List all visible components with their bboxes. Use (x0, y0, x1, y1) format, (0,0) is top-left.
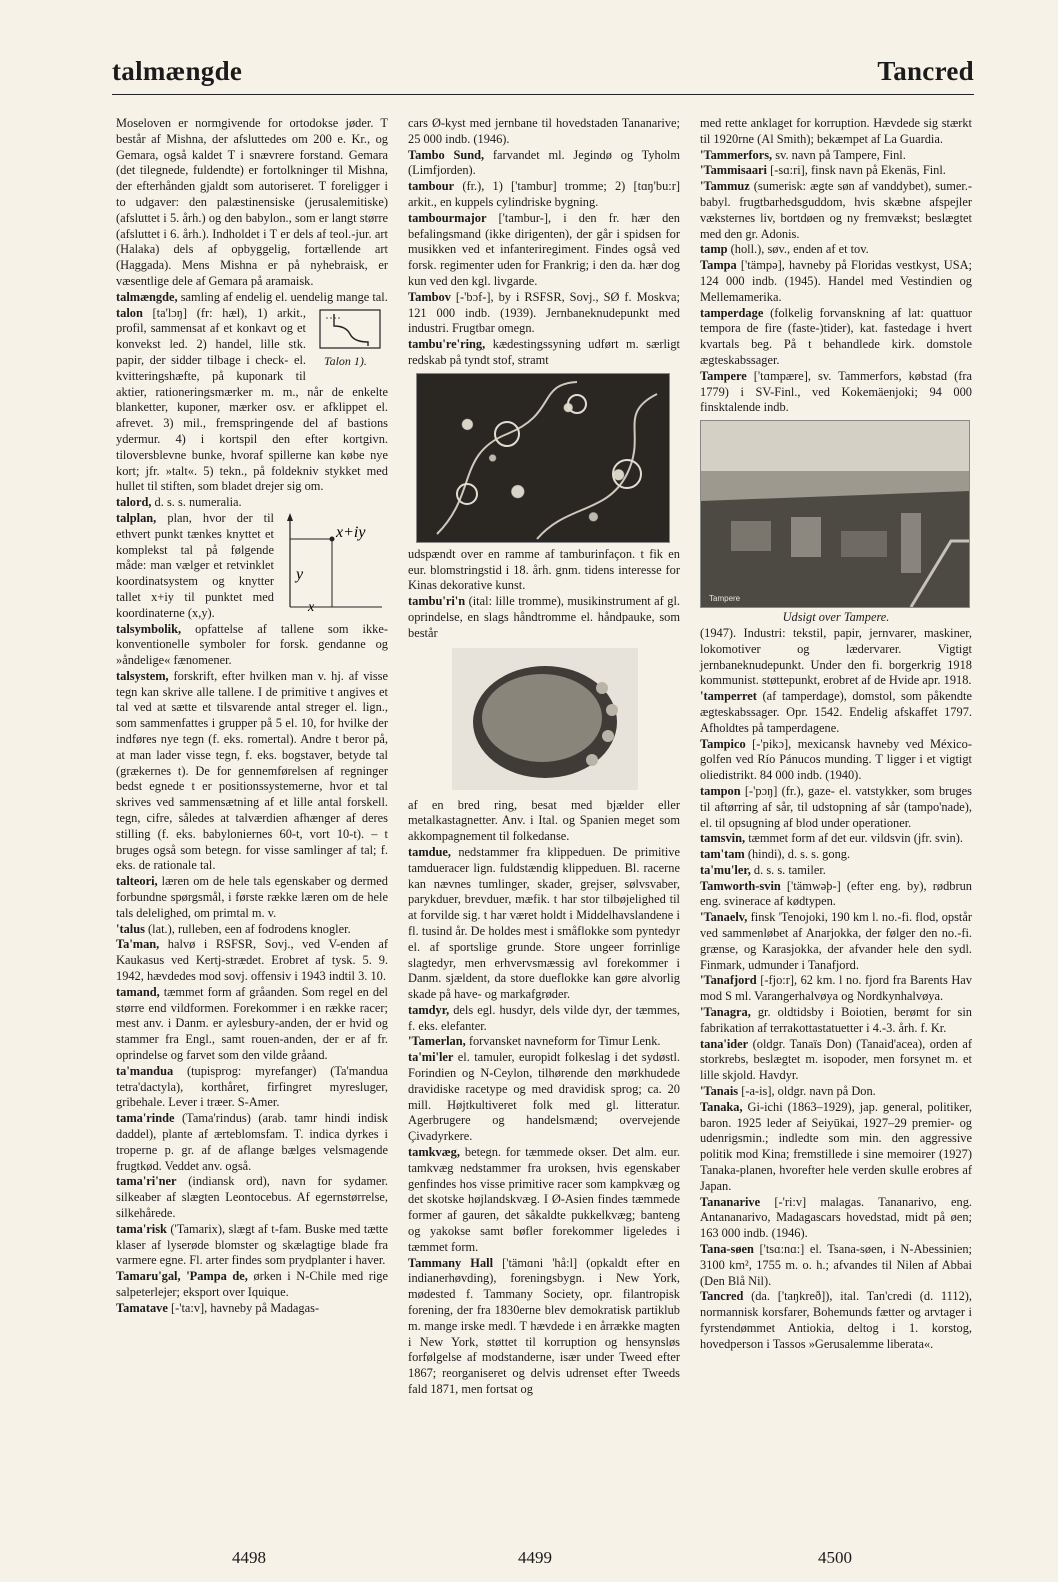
entry-talsystem (116, 669, 388, 874)
definition: dels egl. husdyr, dels vilde dyr, der tæmmes, f. eks. elefanter. (408, 1002, 680, 1033)
entry-tammerfors (700, 148, 972, 164)
page-number-right: 4500 (818, 1548, 852, 1567)
headword: Tampere (700, 368, 747, 383)
headword: talplan, (116, 510, 157, 525)
definition: [-'ri:v] malagas. Tananarivo, eng. Antananarivo, Madagascars hovedstad, midt på øen; 163 000 indb. (1946). (700, 1194, 972, 1241)
definition: (da. ['taŋkreð]), ital. Tan'credi (d. 1112), normannisk korsfarer, Bohemunds fætter og arvtager i fyrstendømmet Antiokia, deltog i 1. korstog, hovedperson i Tassos »Gerusalemme liberata«. (700, 1289, 972, 1351)
entry-tammuz (700, 179, 972, 242)
entry-talon (116, 306, 388, 496)
entry-tamsvin (700, 831, 972, 847)
photo-caption: Udsigt over Tampere. (782, 610, 890, 625)
complex-plane-figure (278, 511, 388, 613)
headword: tama'rinde (116, 1111, 175, 1126)
definition: Gi-ichi (1863–1929), jap. general, politiker, baron. 1925 leder af Seiyūkai, 1927–29 premier- og udenrigsmin.; indledte som min. den aggressive politik mod Kina; fremstillede i sine memoirer (1927) Tanaka-planen, hvorefter hele verden skulle erobres af Japan. (700, 1099, 972, 1193)
definition: [-'ta:v], havneby på Madagas- (167, 1300, 320, 1315)
definition: forskrift, efter hvilken man v. hj. af visse tegn kan skrive alle tallene. I de primitive t angives et tal ved at sætte et tilsvarende antal streger el. lign., som sammenfattes i grupper på 5 el. 10, for hvilke der indføres nye tegn (f. eks. romertal). Andre t beror på, at man lader visse tegn, f. eks. bogstaver, betyde tal (grækernes t). De for gennemførelsen af regninger bedst egnede t er positionssystemerne, hvor et tal skrives ved sammensætning af et lille antal forskell. tegn, cifre, således at talværdien afhænger af deres stilling (f. eks. babyloniernes 60-t, vort 10-t). – t bruges også som betegn. for visse samlinger af tal; f. eks. de rationale tal. (116, 668, 388, 873)
headword: talsystem, (116, 668, 169, 683)
definition: opfattelse af tallene som ikke-konventionelle symboler for forsk. gendanne og »åndelige« fænomener. (116, 621, 388, 668)
definition: ['tambur-], i den fr. hær den befalingsmand (ikke dirigenten), der går i spidsen for musikken ved et infanteriregiment. Findes også ved forsk. regimenter uden for Frankrig; i den da. hær dog kun ved den kgl. livgarde. (408, 210, 680, 288)
headword: Tampico (700, 736, 746, 751)
definition: ('Tamarix), slægt af t-fam. Buske med tætte klaser af lyserøde blomster og skælagtige blade fra varmere egne. Fl. arter findes som prydplanter i haver. (116, 1221, 388, 1268)
entry-tananarive (700, 1195, 972, 1242)
headword: tam'tam (700, 847, 745, 862)
entry-tampico (700, 737, 972, 784)
complex-plane-diagram (278, 511, 388, 613)
definition: samling af endelig el. uendelig mange tal. (177, 289, 388, 304)
headword: tamp (700, 242, 728, 257)
definition: gr. oldtidsby i Boiotien, berømt for sin fabrikation af terrakottastatuetter i 4.-3. årh. f. Kr. (700, 1005, 972, 1035)
headword: 'talus (116, 921, 145, 936)
headword: tampon (700, 783, 741, 798)
definition: [-a-is], oldgr. navn på Don. (738, 1084, 876, 1099)
entry-tambov (408, 290, 680, 337)
definition: tæmmet form af det eur. vildsvin (jfr. svin). (745, 831, 963, 846)
headword: talteori, (116, 874, 158, 889)
entry-tamworth-svin (700, 879, 972, 911)
definition: nedstammer fra klippeduen. De primitive tamdueracer lign. fuldstændig klippeduen. Bl. racerne kan nævnes tumlinger, skader, grejser, sølvsvaber, parykduer, brevduer, mæfik. t har stor tilbøjelighed til at forvilde sig. t har været holdt i Middelhavslandene i fl. tusind år. De holdes mest i småflokke som pyntedyr el. af sportslige grunde. Store ungeer forrinlige slagtedyr, men erhvervsmæssig avl forekommer i Danm. sjældent, da store dueflokke kan gøre alvorlig skade på have- og markafgrøder. (408, 844, 680, 1002)
definition: ['tämpə], havneby på Floridas vestkyst, USA; 124 000 indb. (1945). Handel med Vestindien og Mellemamerika. (700, 258, 972, 304)
entry-tanafjord (700, 973, 972, 1005)
headword: ta'mu'ler, (700, 862, 751, 877)
entry-tambour (408, 179, 680, 211)
entry-tamburering-continued: udspændt over en ramme af tamburinfaçon. t fik en eur. blomstringstid i 18. årh. gnm. tidens interesse for Kinas dekorative kunst. (408, 546, 680, 593)
definition: (af tamperdage), domstol, som påkendte ægteskabssager. Opr. 1542. Endelig afskaffet 1797. Afholdtes på tamperdagene. (700, 689, 972, 735)
definition: (oldgr. Tanaïs Don) (Tanaid'acea), orden af storkrebs, beslægtet m. isopoder, men forsynet m. et lille skjold. Havdyr. (700, 1036, 972, 1083)
header-last-word: Tancred (877, 56, 974, 86)
entry-tamatave (116, 1301, 388, 1317)
headword: 'Tammerfors, (700, 147, 773, 162)
definition: (holl.), søv., enden af et tov. (727, 242, 869, 257)
headword: tamkvæg, (408, 1145, 460, 1160)
headword: 'Tanaelv, (700, 910, 748, 925)
entry-tamtam (700, 847, 972, 863)
entry-tamerlan (408, 1034, 680, 1050)
headword: tamdue, (408, 844, 452, 859)
definition: ['tsɑ:nɑ:] el. Tsana-søen, i N-Abessinien; 3100 km², 1755 m. o. h.; afvandes til Nilen af Abbai (Den Blå Nil). (700, 1242, 972, 1288)
entry-tambo-sund (408, 148, 680, 180)
headword: Tananarive (700, 1194, 761, 1209)
headword: 'Tanagra, (700, 1005, 751, 1020)
column-2 (408, 116, 680, 1398)
headword: tambour (408, 179, 455, 194)
definition: d. s. s. numeralia. (151, 495, 242, 510)
headword: Tambov (408, 289, 451, 304)
definition: (indiansk ord), navn for sydamer. silkeaber af slægten Leontocebus. Af egernstørrelse, silkehårede. (116, 1174, 388, 1220)
entry-tamburin (408, 594, 680, 641)
entry-tamburin-continued: af en bred ring, besat med bjælder eller metalkastagnetter. Anv. i Ital. og Spanien meget som akkompagnement til folkedanse. (408, 797, 680, 844)
headword: Tanaka, (700, 1099, 743, 1114)
talon-profile-drawing (312, 306, 388, 352)
tampere-aerial-view (701, 421, 969, 607)
headword: tamand, (116, 984, 160, 999)
page-footer (0, 1548, 1058, 1572)
entry-tamdyr (408, 1003, 680, 1035)
headword: tambu'ri'n (408, 594, 466, 609)
entry-tanais (700, 1084, 972, 1100)
entry-tampere (700, 369, 972, 416)
entry-tamarugal (116, 1269, 388, 1301)
headword: tamdyr, (408, 1002, 450, 1017)
definition: ørken i N-Chile med rige salpeterlejer; eksport over Iquique. (116, 1269, 388, 1299)
embroidery-photo (416, 373, 670, 543)
headword: talord, (116, 495, 152, 510)
talon-profile-figure (312, 306, 388, 378)
tambourine-photo (452, 648, 638, 790)
entry-tamandua (116, 1064, 388, 1111)
definition: ['tämwəþ-] (efter eng. by), rødbrun eng. svinerace af kødtypen. (700, 878, 972, 909)
entry-tamp (700, 242, 972, 258)
headword: talon (116, 305, 143, 320)
entry-tamburering (408, 337, 680, 369)
tambourine-drawing (452, 648, 638, 790)
entry-talmaengde (116, 290, 388, 306)
definition: farvandet ml. Jegindø og Tyholm (Limfjorden). (408, 147, 680, 178)
definition: læren om de hele tals egenskaber og dermed forbundne spørgsmål, i første række læren om de hele tals delelighed, om primtal m. v. (116, 874, 388, 920)
definition: [-'bɔf-], by i RSFSR, Sovj., SØ f. Moskva; 121 000 indb. (1939). Jernbaneknudepunkt med industri. Frugtbar omegn. (408, 289, 680, 336)
entry-tamariner (116, 1174, 388, 1221)
headword: talsymbolik, (116, 621, 182, 636)
definition: [-fjo:r], 62 km. l no. fjord fra Barents Hav mod S ml. Varangerhalvøya og Nordkynhalvøya. (700, 973, 972, 1004)
continued-entry-text: med rette anklaget for korruption. Hævdede sig stærkt til 1920rne (Al Smith); bekæmpet af La Guardia. (700, 116, 972, 146)
entry-tamdue (408, 845, 680, 1003)
headword: 'Tammisaari (700, 163, 768, 178)
entry-tammisaari (700, 163, 972, 179)
page-number-middle: 4499 (518, 1548, 552, 1567)
x-axis-label: x (308, 599, 315, 613)
definition: (folkelig forvanskning af lat: quattuor tempora de fire (faste-)tider), kat. fastedage i hvert kvartals beg. På t behandlede kirk. domstole ægteskabssager. (700, 305, 972, 367)
entry-tamarisk (116, 1222, 388, 1269)
running-header (112, 56, 974, 95)
entry-tampon (700, 784, 972, 831)
headword: talmængde, (116, 289, 178, 304)
entry-talteori (116, 874, 388, 921)
definition: halvø i RSFSR, Sovj., ved V-enden af Kaukasus ved Kertj-strædet. Erobret af tysk. 5. 9. 1942, hævdedes mod sovj. offensiv i 1943 indtil 3. 10. (116, 937, 388, 984)
column-1 (116, 116, 388, 1317)
headword: 'Tamerlan, (408, 1034, 466, 1049)
entry-tampere-continued: (1947). Industri: tekstil, papir, jernvarer, maskiner, lokomotiver og lædervarer. Vigtigt jernbaneknudepunkt. Under den fi. borgerkrig 1918 kommunist. støttepunkt, erobret af de Hvide apr. 1918. (700, 625, 972, 688)
column-3 (700, 116, 972, 1353)
headword: tamsvin, (700, 831, 746, 846)
headword: Tamworth-svin (700, 878, 781, 893)
entry-tamuler (700, 863, 972, 879)
entry-tampa (700, 258, 972, 305)
headword: tama'risk (116, 1221, 167, 1236)
entry-talus (116, 922, 388, 938)
y-axis-label: y (296, 565, 304, 583)
entry-tambourmajor (408, 211, 680, 290)
headword: Ta'man, (116, 937, 160, 952)
headword: Tancred (700, 1289, 744, 1304)
definition: ['tämɑni 'hå:l] (opkaldt efter en indianerhøvding), foreningsbygn. i New York, mødested f. Tammany Society, opr. filantropisk forening, der fra 1830erne blev demokratisk partiklub m. mange irske medl. T hævdede i en årrække magten i New York, støttet til korruption og hensynsløs forfølgelse af modstanderne, især under Tweed efter 1867; reorganiseret og delvis udrenset efter Tweeds fald 1871, men fortsat og (408, 1255, 680, 1397)
definition: tæmmet form af gråanden. Som regel en del større end vildformen. Forekommer i en række racer; mest anv. i Danm. er aylesbury-anden, der er hvid og stammer fra Engl., samt rouen-anden, der er af fr. oprindelse og farvet som den vilde gråand. (116, 984, 388, 1063)
entry-talplan (116, 511, 388, 622)
definition: kædestingssyning udført m. særligt redskab på tyndt stof, stramt (408, 337, 680, 367)
definition: [-'pikɔ], mexicansk havneby ved México-golfen ved Río Pánucos munding. T ligger i et vigtigt oliedistrikt. 84 000 indb. (1940). (700, 736, 972, 783)
definition: (tupisprog: myrefanger) (Ta'mandua tetra'dactyla), korthåret, firfingret myresluger, gribehale. Lever i træer. S-Amer. (116, 1063, 388, 1110)
entry-tamperret (700, 689, 972, 736)
headword: 'Tanais (700, 1084, 739, 1099)
entry-taman (116, 937, 388, 984)
continued-entry-text: cars Ø-kyst med jernbane til hovedstaden Tananarive; 25 000 indb. (1946). (408, 116, 680, 146)
definition: (fr.), 1) ['tambur] tromme; 2) [tɑŋ'bu:r] arkit., en kuppels cylindriske bygning. (408, 179, 680, 209)
headword: 'Tanafjord (700, 973, 757, 988)
definition: [-'pɔŋ] (fr.), gaze- el. vatstykker, som bruges til aftørring af sår, til udstopning af sår (tampo'nade), el. til opsugning af blod under operationer. (700, 783, 972, 830)
headword: ta'mi'ler (408, 1050, 454, 1065)
entry-tamarinde (116, 1111, 388, 1174)
headword: tamperdage (700, 305, 764, 320)
entry-tana-soen (700, 1242, 972, 1289)
definition: (lat.), rulleben, een af fodrodens knogler. (144, 921, 351, 936)
headword: tama'ri'ner (116, 1174, 177, 1189)
headword: 'Tammuz (700, 179, 750, 194)
entry-tamperdage (700, 306, 972, 369)
definition: el. tamuler, europidt folkeslag i det sydøstl. Forindien og N-Ceylon, tilhørende den mørkhudede dravidiske racetype og med dravidisk sprog; ca. 20 mill. Højtkultiveret folk med gl. litteratur. Agerbrugere og handelsmænd; overvejende Çivadyrkere. (408, 1050, 680, 1144)
definition: finsk 'Tenojoki, 190 km l. no.-fi. flod, opstår ved sammenløbet af Anarjokka, der følger den no.-fi. grænse, og Karasjokka, der afvander hele den sydl. Finmark, udmunder i Tanafjord. (700, 910, 972, 972)
header-first-word: talmængde (112, 56, 243, 86)
definition: (sumerisk: ægte søn af vanddybet), sumer.-babyl. frugtbarhedsguddom, hvis skæbne afspejler væksternes liv, bortdøen og ny fremvækst; beslægtet med den gr. Adonis. (700, 179, 972, 241)
definition: plan, hvor der til ethvert punkt tænkes knyttet et komplekst tal på følgende måde: man vælger et retvinklet koordinatsystem og knytter tallet x+iy til punktet med koordinaterne (x,y). (116, 510, 274, 620)
entry-tamand (116, 985, 388, 1064)
entry-talsymbolik (116, 622, 388, 669)
entry-tanagra (700, 1005, 972, 1037)
entry-tanaider (700, 1037, 972, 1084)
definition: (hindi), d. s. s. gong. (744, 847, 851, 862)
definition: betegn. for tæmmede okser. Det alm. eur. tamkvæg nedstammer fra uroksen, hvis egenskaber genfindes hos visse primitive racer som kampkvæg og det skotske højlandskvæg. I Ø-Asien findes tæmmede former af gauren, det såkaldte pukkelkvæg; banteng og yakokse samt bøfler forekommer ligeledes i tæmmet form. (408, 1145, 680, 1254)
headword: tambu're'ring, (408, 337, 486, 352)
photo-credit: Tampere (709, 594, 741, 604)
definition: forvansket navneform for Timur Lenk. (465, 1034, 661, 1049)
entry-tanaelv (700, 910, 972, 973)
headword: 'tamperret (700, 689, 757, 704)
definition: [-sɑ:ri], finsk navn på Ekenäs, Finl. (767, 163, 946, 178)
headword: Tambo Sund, (408, 147, 485, 162)
headword: Tamaru'gal, 'Pampa de, (116, 1269, 248, 1284)
headword: Tamatave (116, 1300, 168, 1315)
page-number-left: 4498 (232, 1548, 266, 1567)
entry-tanaka (700, 1100, 972, 1195)
headword: Tana-søen (700, 1242, 754, 1257)
headword: tana'ider (700, 1036, 749, 1051)
headword: Tammany Hall (408, 1255, 494, 1270)
headword: ta'mandua (116, 1063, 174, 1078)
definition: sv. navn på Tampere, Finl. (772, 147, 906, 162)
entry-tancred (700, 1289, 972, 1352)
entry-tamkvaeg (408, 1145, 680, 1256)
definition: (Tama'rindus) (arab. tamr hindi indisk daddel), plante af ærteblomsfam. T. indica dyrkes i troperne p. gr. af de aflange bælges velsmagende frugtkød. Veddet anv. også. (116, 1111, 388, 1173)
embroidery-pattern (417, 374, 669, 542)
continued-entry-text: Moseloven er normgivende for ortodokse jøder. T består af Mishna, der afsluttedes om 200 e. Kr., og Gemara, også kaldet T i snævrere forstand. Gemara (det tilegnede, fuldendte) er fortolkninger til Mishna, der efterhånden gjaldt som autoriseret. T foreligger i to udgaver: den palæstinensiske (jerusalemitiske) (afsluttet i 5. årh.) og den babylon., som er langt større (afsluttet i 6. årh.). Indholdet i T er dels af teol.-jur. art (Halaka) dels af opbyggelig, fortællende art (Haggada). Mens Mishna er på nyhebraisk, er væsentlige dele af Gemara på aramaisk. (116, 116, 388, 288)
talon-figure-label: Talon 1). (324, 353, 367, 368)
entry-talord (116, 495, 388, 511)
definition: d. s. s. tamiler. (750, 862, 826, 877)
definition: ['tɑmpære], sv. Tammerfors, købstad (fra 1779) i SV-Finl., ved Kokemäenjoki; 94 000 finsktalende indb. (700, 368, 972, 415)
entry-tamiler (408, 1050, 680, 1145)
complex-point-label: x+iy (336, 523, 366, 541)
definition: (ital: lille tromme), musikinstrument af gl. oprindelse, en slags håndtromme el. håndpauke, som består (408, 594, 680, 640)
tampere-city-photo (700, 420, 970, 608)
definition: [ta'lɔŋ] (fr: hæl), 1) arkit., profil, sammensat af et konkavt og et konvekst led. 2) handel, lille stk. papir, der sidder tilbage i check- el. kvitteringshæfte, på kuponark til aktier, rationeringsmærker m. m., når de enkelte blanketter, kuponer, mærker osv. er afklippet el. afrevet. 3) mil., fremspringende del af bastions ydermur. 4) i kortspil den efter kortgivn. tiloversblevne bunke, hvoraf spillerne kan købe nye kort; jfr. »talt«. 5) tekn., på foldekniv stykket med hullet til stiften, som bladet drejer sig om. (116, 305, 388, 494)
headword: Tampa (700, 258, 737, 273)
headword: tambourmajor (408, 210, 487, 225)
entry-tammany-hall (408, 1256, 680, 1398)
